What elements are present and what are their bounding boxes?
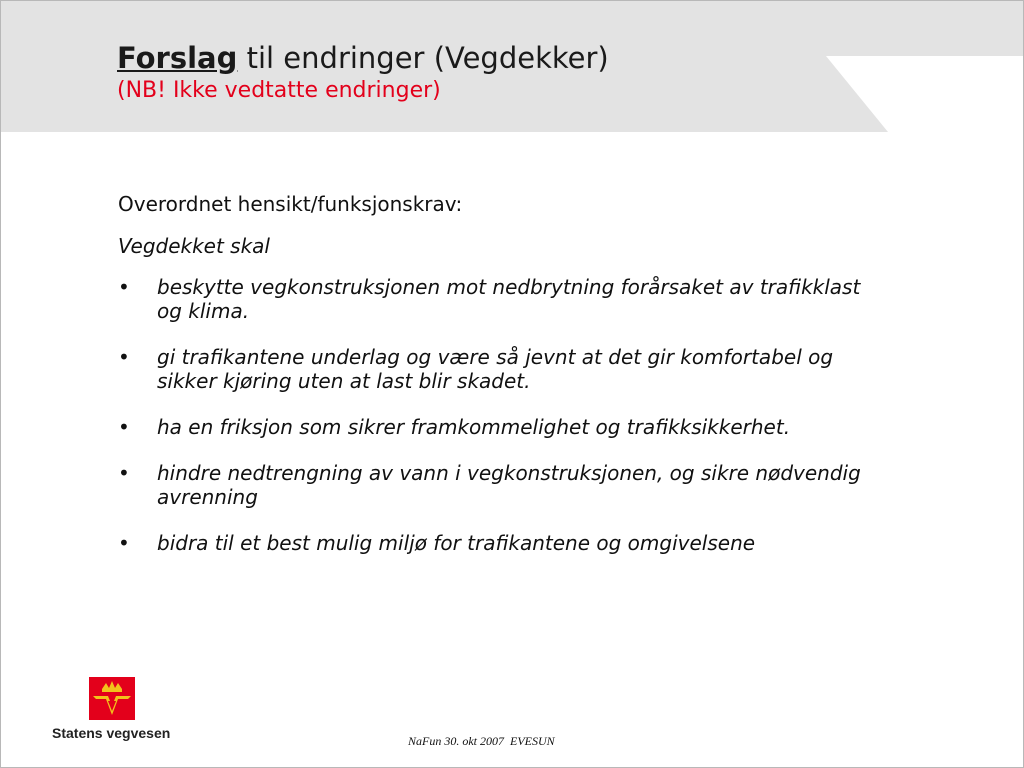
slide-title <box>117 40 609 76</box>
bullet-icon: • <box>118 275 130 299</box>
bullet-text: gi trafikantene underlag og være så jevnt at det gir komfortabel og sikker kjøring uten at last blir skadet. <box>157 345 834 393</box>
bullet-item <box>118 461 878 509</box>
bullet-item <box>118 415 878 439</box>
statens-vegvesen-logo <box>52 675 182 745</box>
title-text: til endringer (Vegdekker) <box>237 41 609 75</box>
bullet-text: bidra til et best mulig miljø for trafikantene og omgivelsene <box>157 531 756 555</box>
lead-text: Vegdekket skal <box>118 234 270 258</box>
slide-subtitle: (NB! Ikke vedtatte endringer) <box>117 78 441 103</box>
title-emphasis: Forslag <box>117 41 238 75</box>
logo-emblem-icon <box>52 675 182 723</box>
bullet-text: hindre nedtrengning av vann i vegkonstruksjonen, og sikre nødvendig avrenning <box>157 461 861 509</box>
bullet-list <box>118 275 878 555</box>
bullet-item <box>118 531 878 555</box>
bullet-text: ha en friksjon som sikrer framkommelighet og trafikksikkerhet. <box>157 415 791 439</box>
bullet-icon: • <box>118 415 130 439</box>
bullet-item <box>118 345 878 393</box>
slide-footer: NaFun 30. okt 2007 EVESUN <box>408 734 555 748</box>
bullet-icon: • <box>118 531 130 555</box>
logo-text: Statens vegvesen <box>52 725 171 741</box>
title-block <box>117 40 609 106</box>
bullet-item <box>118 275 878 323</box>
intro-text: Overordnet hensikt/funksjonskrav: <box>118 192 463 216</box>
slide-body <box>118 190 878 577</box>
bullet-icon: • <box>118 461 130 485</box>
bullet-icon: • <box>118 345 130 369</box>
bullet-text: beskytte vegkonstruksjonen mot nedbrytning forårsaket av trafikklast og klima. <box>157 275 861 323</box>
